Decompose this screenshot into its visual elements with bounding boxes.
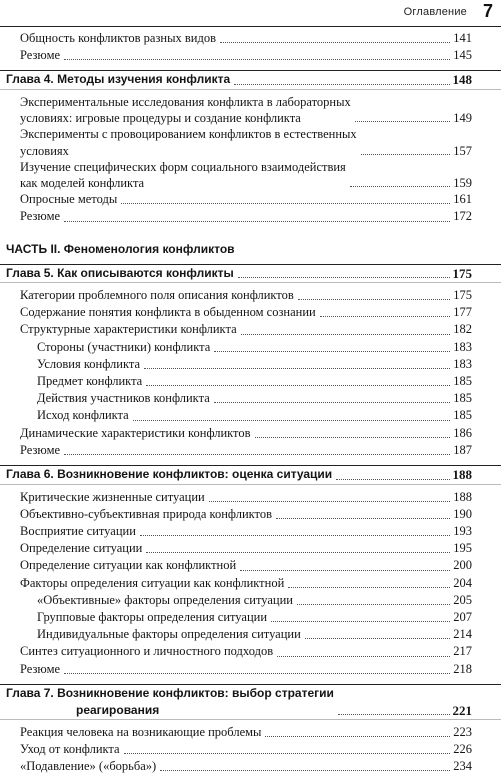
toc-entry[interactable]: Резюме 218	[20, 661, 472, 676]
chapter-7-heading[interactable]: Глава 7. Возникновение конфликтов: выбор стратегии реагирования 221	[0, 684, 501, 720]
toc-entry[interactable]: «Подавление» («борьба») 234	[20, 759, 472, 774]
toc-entry[interactable]: Эксперименты с провоцированием конфликтов в естественных условиях 157	[20, 127, 472, 158]
toc-subentry[interactable]: Индивидуальные факторы определения ситуации 214	[37, 627, 472, 642]
chapter-4-entries	[0, 94, 501, 226]
toc-subentry[interactable]: Действия участников конфликта 185	[37, 391, 472, 406]
chapter-5-heading[interactable]: Глава 5. Как описываются конфликты 175	[0, 264, 501, 284]
toc-entry[interactable]: Определение ситуации как конфликтной 200	[20, 558, 472, 573]
chapter-7-entries	[0, 724, 501, 775]
toc-subentry[interactable]: Стороны (участники) конфликта 183	[37, 339, 472, 354]
running-head: Оглавление	[403, 6, 467, 18]
toc-entry[interactable]: Определение ситуации 195	[20, 541, 472, 556]
toc-entry[interactable]: Содержание понятия конфликта в обыденном сознании 177	[20, 305, 472, 320]
toc-entry[interactable]: Уход от конфликта 226	[20, 742, 472, 756]
toc-entry[interactable]: Резюме 145	[20, 48, 472, 63]
page-number: 7	[482, 1, 493, 21]
toc-entry[interactable]: Восприятие ситуации 193	[20, 523, 472, 538]
toc-entry[interactable]: Изучение специфических форм социального взаимодействия как моделей конфликта 159	[20, 159, 472, 190]
toc-entry[interactable]: Объективно-субъективная природа конфликтов 190	[20, 506, 472, 521]
page-header	[0, 0, 501, 27]
chapter-6-entries	[0, 489, 501, 678]
toc-subentry[interactable]: «Объективные» факторы определения ситуации 205	[37, 592, 472, 607]
toc-entry[interactable]: Резюме 187	[20, 442, 472, 457]
toc-entry[interactable]: Структурные характеристики конфликта 182	[20, 322, 472, 337]
toc-entry[interactable]: Критические жизненные ситуации 188	[20, 489, 472, 504]
chapter-5-entries	[0, 287, 501, 459]
table-of-contents	[0, 30, 501, 775]
toc-entry[interactable]: Динамические характеристики конфликтов 186	[20, 425, 472, 440]
toc-subentry[interactable]: Условия конфликта 183	[37, 356, 472, 371]
toc-entry[interactable]: Синтез ситуационного и личностного подходов 217	[20, 644, 472, 659]
part-2-heading[interactable]: ЧАСТЬ II. Феноменология конфликтов	[6, 241, 235, 256]
toc-subentry[interactable]: Предмет конфликта 185	[37, 374, 472, 389]
toc-entry[interactable]: Факторы определения ситуации как конфликтной 204	[20, 575, 472, 590]
chapter-4-heading[interactable]: Глава 4. Методы изучения конфликта 148	[0, 70, 501, 90]
toc-entry[interactable]: Общность конфликтов разных видов 141	[20, 31, 472, 45]
toc-entry[interactable]: Реакция человека на возникающие проблемы 223	[20, 724, 472, 739]
toc-entry[interactable]: Опросные методы 161	[20, 192, 472, 207]
toc-subentry[interactable]: Групповые факторы определения ситуации 207	[37, 609, 472, 624]
toc-entry[interactable]: Резюме 172	[20, 209, 472, 224]
chapter-6-heading[interactable]: Глава 6. Возникновение конфликтов: оценка ситуации 188	[0, 465, 501, 485]
toc-subentry[interactable]: Исход конфликта 185	[37, 408, 472, 423]
toc-entry[interactable]: Экспериментальные исследования конфликта в лабораторных условиях: игровые процедуры и создание конфликта 149	[20, 94, 472, 126]
toc-entry[interactable]: Категории проблемного поля описания конфликтов 175	[20, 288, 472, 303]
